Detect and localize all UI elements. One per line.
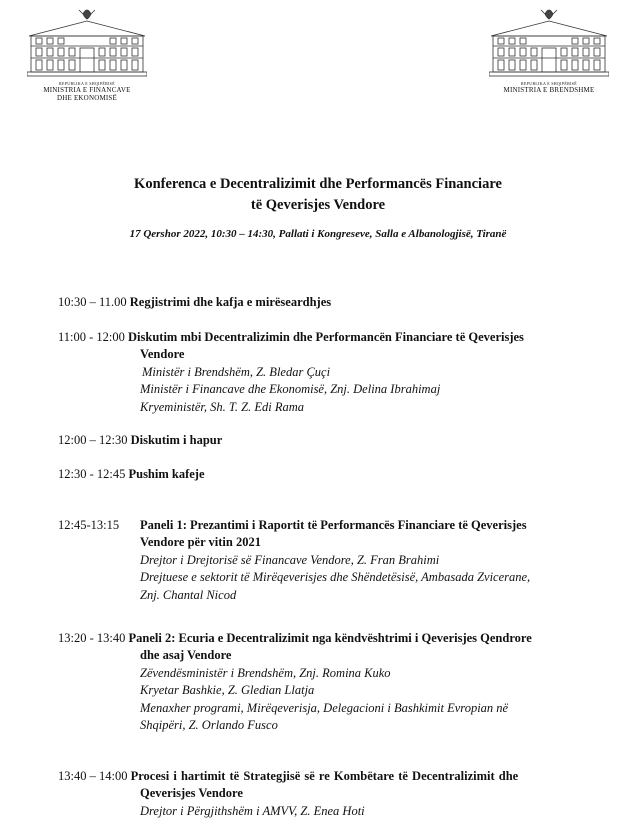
agenda-time: 12:00 – 12:30 [58, 433, 128, 447]
speaker: Ministër i Brendshëm, Z. Bledar Çuçi [142, 364, 331, 379]
agenda-time: 12:30 - 12:45 [58, 467, 126, 481]
speaker: Menaxher programi, Mirëqeverisja, Delegacioni i Bashkimit Evropian në [140, 700, 509, 715]
title-line-2: të Qeverisjes Vendore [250, 197, 386, 213]
speaker: Drejtor i Drejtorisë së Financave Vendore, Z. Fran Brahimi [140, 552, 440, 567]
agenda-time: 10:30 – 11.00 [58, 295, 127, 309]
building-emblem-icon [27, 4, 147, 80]
title-line-1: Konferenca e Decentralizimit dhe Performancës Financiare [134, 176, 502, 192]
agenda-title: Paneli 1: Prezantimi i Raportit të Performancës Financiare të Qeverisjes [140, 518, 527, 532]
ministry-name-line-2: DHE EKONOMISË [57, 94, 117, 102]
republic-label: REPUBLIKA E SHQIPËRISË [521, 81, 577, 86]
agenda-item [58, 466, 598, 483]
agenda-item [58, 294, 598, 311]
agenda-title: Regjistrimi dhe kafja e mirëseardhjes [129, 295, 332, 309]
agenda-title: Procesi i hartimit të Strategjisë së re Kombëtare të Decentralizimit dhe [130, 769, 519, 783]
agenda-time: 13:20 - 13:40 [58, 631, 126, 645]
speaker: Drejtuese e sektorit të Mirëqeverisjes dhe Shëndetësisë, Ambasada Zvicerane, [140, 570, 531, 585]
speaker: Ministër i Financave dhe Ekonomisë, Znj. Delina Ibrahimaj [140, 382, 441, 397]
agenda-item [58, 329, 598, 416]
agenda-time: 11:00 - 12:00 [58, 330, 125, 344]
ministry-finance-logo [12, 4, 162, 102]
speaker: Kryetar Bashkie, Z. Gledian Llatja [140, 683, 315, 698]
republic-label: REPUBLIKA E SHQIPËRISË [59, 81, 115, 86]
speaker: Kryeministër, Sh. T. Z. Edi Rama [140, 399, 305, 414]
conference-title [0, 174, 636, 216]
agenda-title: Pushim kafeje [128, 467, 205, 481]
conference-date-venue: 17 Qershor 2022, 10:30 – 14:30, Pallati i Kongreseve, Salla e Albanologjisë, Tiranë [129, 228, 507, 240]
agenda-item [58, 432, 598, 449]
agenda-title-cont: dhe asaj Vendore [140, 648, 232, 663]
agenda-time: 12:45-13:15 [58, 518, 120, 532]
agenda-title-cont: Vendore për vitin 2021 [140, 535, 261, 550]
ministry-name-line-1: MINISTRIA E FINANCAVE [43, 86, 131, 94]
agenda-title-cont: Qeverisjes Vendore [140, 786, 243, 801]
speaker: Shqipëri, Z. Orlando Fusco [140, 718, 278, 733]
agenda-title-cont: Vendore [140, 347, 185, 362]
agenda-time: 13:40 – 14:00 [58, 769, 128, 783]
speaker: Drejtor i Përgjithshëm i AMVV, Z. Enea Hoti [140, 803, 365, 818]
agenda-item [58, 768, 598, 820]
agenda-title: Paneli 2: Ecuria e Decentralizimit nga këndvështrimi i Qeverisjes Qendrore [128, 631, 532, 645]
agenda-item [58, 630, 598, 734]
speaker: Znj. Chantal Nicod [140, 587, 237, 602]
ministry-interior-logo [474, 4, 624, 94]
ministry-name-line-1: MINISTRIA E BRENDSHME [503, 86, 595, 94]
agenda-title: Diskutim i hapur [130, 433, 223, 447]
agenda-title: Diskutim mbi Decentralizimin dhe Performancën Financiare të Qeverisjes [128, 330, 524, 344]
building-emblem-icon [489, 4, 609, 80]
speaker: Zëvendësministër i Brendshëm, Znj. Romina Kuko [140, 665, 391, 680]
agenda-item [58, 517, 598, 604]
